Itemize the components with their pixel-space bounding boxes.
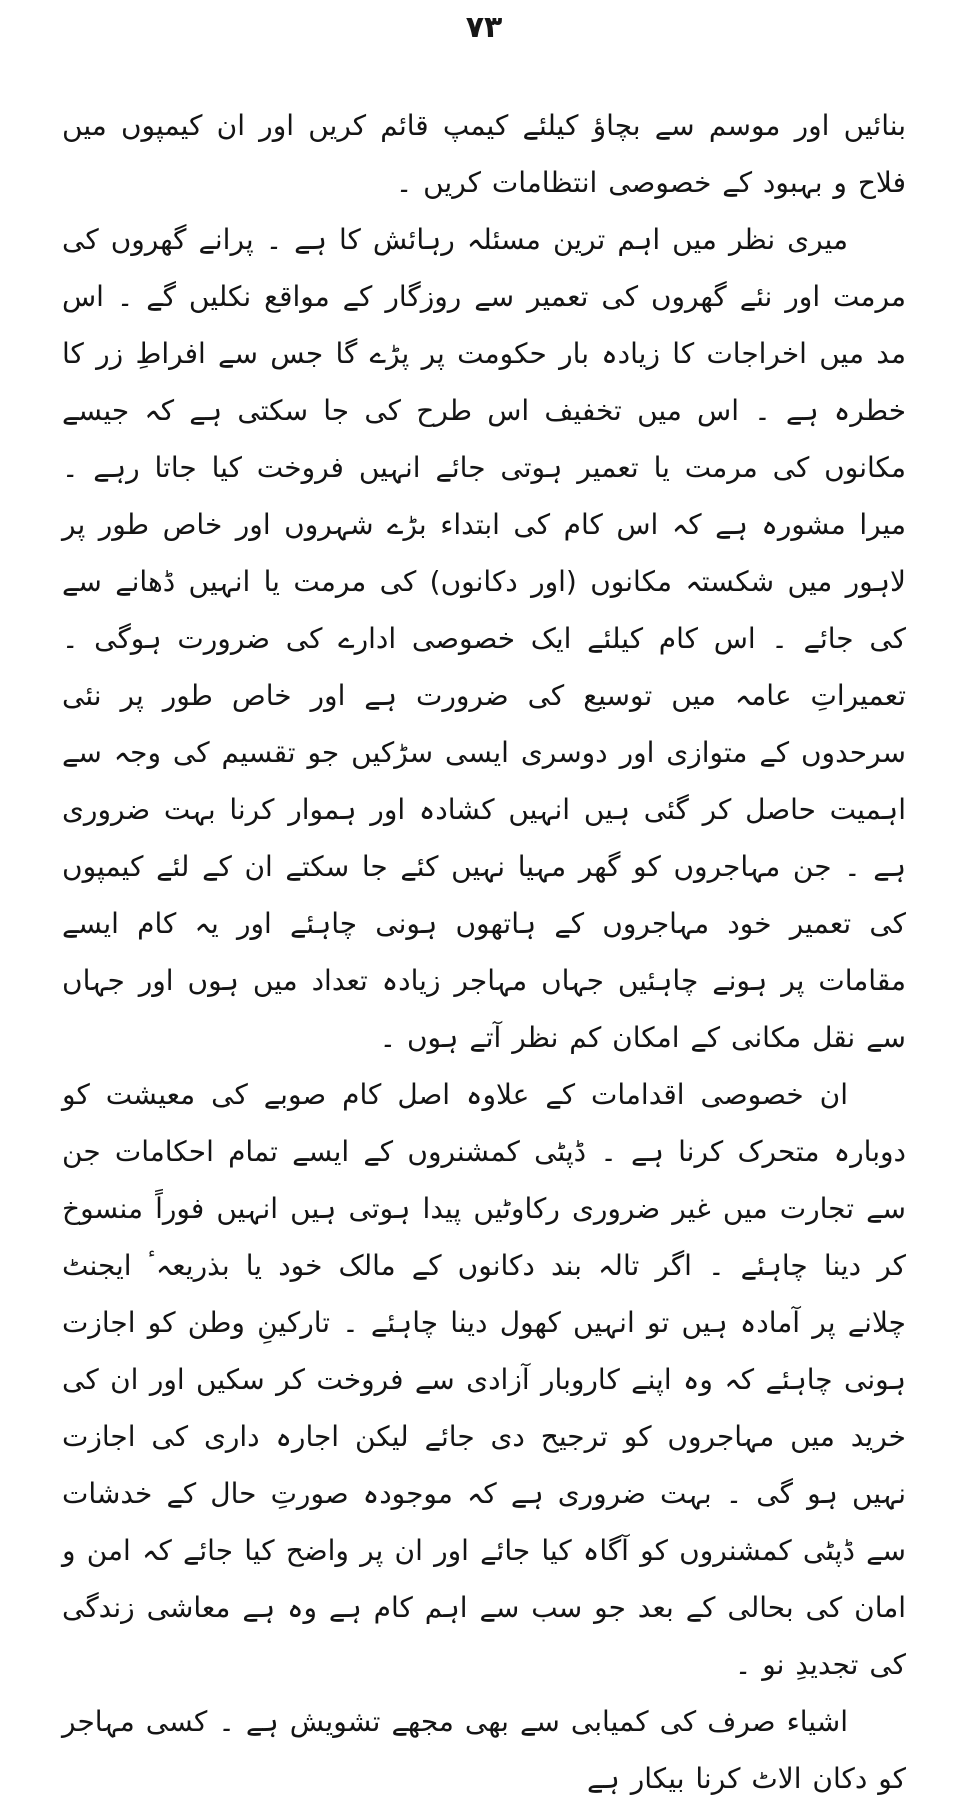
page-number: ۷۳ (465, 10, 503, 45)
text-body (62, 97, 906, 1807)
paragraph: اشیاء صرف کی کمیابی سے بھی مجھے تشویش ہے ۔ کسی مہاجر کو دکان الاٹ کرنا بیکار ہے (62, 1705, 906, 1795)
paragraph: میری نظر میں اہم ترین مسئلہ رہائش کا ہے ۔ پرانے گھروں کی مرمت اور نئے گھروں کی تعمیر سے روزگار کے مواقع نکلیں گے ۔ اس مد میں اخراجات کا زیادہ بار حکومت پر پڑے گا جس سے افراطِ زر کا خطرہ ہے ۔ اس میں تخفیف اس طرح کی جا سکتی ہے کہ جیسے مکانوں کی مرمت یا تعمیر ہوتی جائے انہیں فروخت کیا جاتا رہے ۔ میرا مشورہ ہے کہ اس کام کی ابتداء بڑے شہروں اور خاص طور پر لاہور میں شکستہ مکانوں (اور دکانوں) کی مرمت یا انہیں ڈھانے سے کی جائے ۔ اس کام کیلئے ایک خصوصی ادارے کی ضرورت ہوگی ۔ تعمیراتِ عامہ میں توسیع کی ضرورت ہے اور خاص طور پر نئی سرحدوں کے متوازی اور دوسری ایسی سڑکیں جو تقسیم کی وجہ سے اہمیت حاصل کر گئی ہیں انہیں کشادہ اور ہموار کرنا بہت ضروری ہے ۔ جن مہاجروں کو گھر مہیا نہیں کئے جا سکتے ان کے لئے کیمپوں کی تعمیر خود مہاجروں کے ہاتھوں ہونی چاہئے اور یہ کام ایسے مقامات پر ہونے چاہئیں جہاں مہاجر زیادہ تعداد میں ہوں اور جہاں سے نقل مکانی کے امکان کم نظر آتے ہوں ۔ (62, 223, 906, 1054)
paragraph: بنائیں اور موسم سے بچاؤ کیلئے کیمپ قائم کریں اور ان کیمپوں میں فلاح و بہبود کے خصوصی انتظامات کریں ۔ (62, 109, 906, 199)
paragraph: ان خصوصی اقدامات کے علاوہ اصل کام صوبے کی معیشت کو دوبارہ متحرک کرنا ہے ۔ ڈپٹی کمشنروں کے ایسے تمام احکامات جن سے تجارت میں غیر ضروری رکاوٹیں پیدا ہوتی ہیں انہیں فوراً منسوخ کر دینا چاہئے ۔ اگر تالہ بند دکانوں کے مالک خود یا بذریعہٴ ایجنٹ چلانے پر آمادہ ہیں تو انہیں کھول دینا چاہئے ۔ تارکینِ وطن کو اجازت ہونی چاہئے کہ وہ اپنے کاروبار آزادی سے فروخت کر سکیں اور ان کی خرید میں مہاجروں کو ترجیح دی جائے لیکن اجارہ داری کی اجازت نہیں ہو گی ۔ بہت ضروری ہے کہ موجودہ صورتِ حال کے خدشات سے ڈپٹی کمشنروں کو آگاہ کیا جائے اور ان پر واضح کیا جائے کہ امن و امان کی بحالی کے بعد جو سب سے اہم کام ہے وہ ہے معاشی زندگی کی تجدیدِ نو ۔ (62, 1078, 906, 1681)
